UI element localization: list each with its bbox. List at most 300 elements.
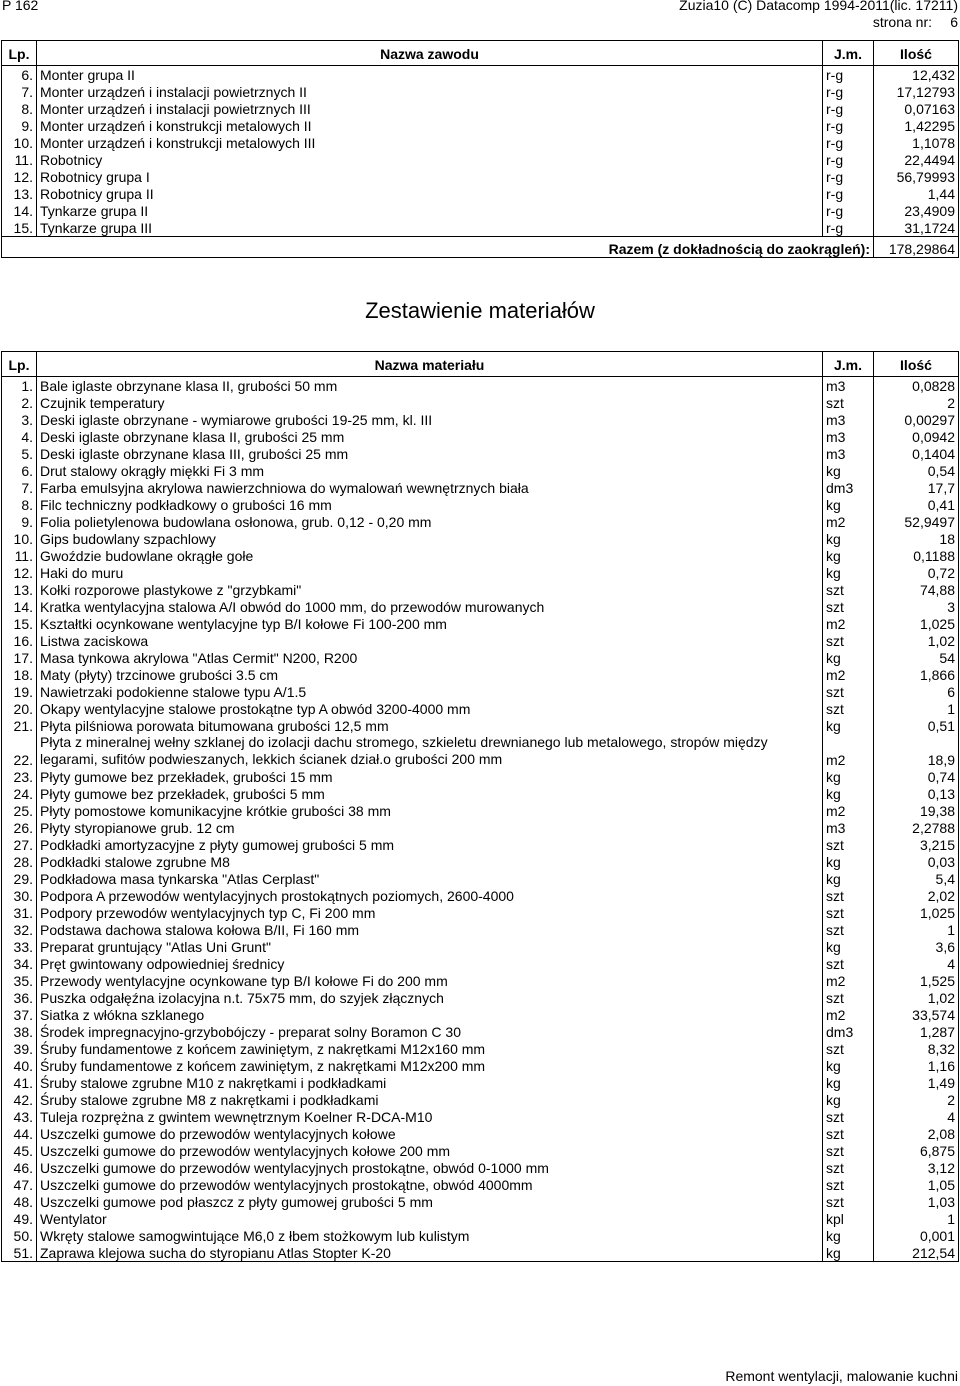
row-name: Bale iglaste obrzynane klasa II, grubości 50 mm [37,377,823,395]
row-unit: kg [823,785,874,802]
table-row [2,1210,959,1227]
row-qty: 0,13 [874,785,959,802]
table-row [2,989,959,1006]
row-name: Robotnicy grupa I [37,168,823,185]
row-qty: 4 [874,1108,959,1125]
page-header [679,0,958,31]
row-name: Okapy wentylacyjne stalowe prostokątne typ A obwód 3200-4000 mm [37,700,823,717]
row-unit: szt [823,700,874,717]
row-unit: szt [823,836,874,853]
row-name: Monter urządzeń i konstrukcji metalowych II [37,117,823,134]
row-qty: 5,4 [874,870,959,887]
row-lp: 10. [2,134,37,151]
row-lp: 8. [2,100,37,117]
row-name: Deski iglaste obrzynane - wymiarowe grubości 19-25 mm, kl. III [37,411,823,428]
row-name: Puszka odgałęźna izolacyjna n.t. 75x75 mm, do szyjek złącznych [37,989,823,1006]
table-row [2,1125,959,1142]
row-unit: r-g [823,83,874,100]
row-lp: 32. [2,921,37,938]
row-lp: 30. [2,887,37,904]
row-qty: 12,432 [874,66,959,84]
row-name: Robotnicy grupa II [37,185,823,202]
row-lp: 27. [2,836,37,853]
table-row [2,394,959,411]
row-name: Śruby stalowe zgrubne M8 z nakrętkami i podkładkami [37,1091,823,1108]
row-qty: 3,215 [874,836,959,853]
row-lp: 1. [2,377,37,395]
table-row [2,462,959,479]
table-row [2,479,959,496]
row-name: Monter urządzeń i instalacji powietrznych II [37,83,823,100]
row-qty: 1,02 [874,632,959,649]
table-row [2,66,959,84]
table-row [2,1006,959,1023]
page-code: P 162 [2,0,39,13]
table-row [2,938,959,955]
table-row [2,853,959,870]
materials-header-row [2,352,959,377]
row-unit: szt [823,1193,874,1210]
table-row [2,1023,959,1040]
row-unit: kg [823,462,874,479]
row-name: Gwoździe budowlane okrągłe gołe [37,547,823,564]
table-row [2,700,959,717]
row-unit: kg [823,496,874,513]
row-qty: 6,875 [874,1142,959,1159]
table-row [2,428,959,445]
row-name: Uszczelki gumowe do przewodów wentylacyjnych prostokątne, obwód 0-1000 mm [37,1159,823,1176]
row-lp: 11. [2,547,37,564]
row-qty: 0,1188 [874,547,959,564]
row-qty: 0,0942 [874,428,959,445]
row-name: Masa tynkowa akrylowa "Atlas Cermit" N200, R200 [37,649,823,666]
row-qty: 4 [874,955,959,972]
row-unit: m3 [823,428,874,445]
row-lp: 4. [2,428,37,445]
row-lp: 17. [2,649,37,666]
col-qty: Ilość [874,41,959,66]
row-qty: 1,287 [874,1023,959,1040]
row-qty: 56,79993 [874,168,959,185]
row-name: Wentylator [37,1210,823,1227]
row-qty: 3,6 [874,938,959,955]
col-unit: J.m. [823,352,874,377]
table-row [2,1057,959,1074]
row-unit: m2 [823,734,874,768]
row-qty: 6 [874,683,959,700]
table-row [2,972,959,989]
row-qty: 74,88 [874,581,959,598]
row-unit: r-g [823,151,874,168]
row-name: Uszczelki gumowe do przewodów wentylacyjnych prostokątne, obwód 4000mm [37,1176,823,1193]
row-name: Śruby fundamentowe z końcem zawiniętym, z nakrętkami M12x200 mm [37,1057,823,1074]
row-lp: 9. [2,117,37,134]
table-row [2,1074,959,1091]
row-name: Płyty gumowe bez przekładek, grubości 5 mm [37,785,823,802]
table-row [2,377,959,395]
row-name: Siatka z włókna szklanego [37,1006,823,1023]
row-lp: 5. [2,445,37,462]
row-name: Płyty styropianowe grub. 12 cm [37,819,823,836]
row-lp: 14. [2,202,37,219]
labor-rows [2,66,959,237]
row-name: Uszczelki gumowe pod płaszcz z płyty gumowej grubości 5 mm [37,1193,823,1210]
row-qty: 3 [874,598,959,615]
row-unit: kg [823,1244,874,1262]
row-lp: 31. [2,904,37,921]
row-lp: 35. [2,972,37,989]
row-lp: 22. [2,734,37,768]
total-value: 178,29864 [874,237,959,258]
materials-rows [2,377,959,1262]
table-row [2,717,959,734]
col-lp: Lp. [2,41,37,66]
row-qty: 0,74 [874,768,959,785]
row-name: Drut stalowy okrągły miękki Fi 3 mm [37,462,823,479]
table-row [2,632,959,649]
row-name: Monter urządzeń i instalacji powietrznych III [37,100,823,117]
row-lp: 39. [2,1040,37,1057]
table-row [2,1142,959,1159]
row-lp: 6. [2,66,37,84]
row-lp: 24. [2,785,37,802]
row-unit: szt [823,921,874,938]
row-name: Podstawa dachowa stalowa kołowa B/II, Fi 160 mm [37,921,823,938]
row-lp: 36. [2,989,37,1006]
row-qty: 1,05 [874,1176,959,1193]
row-qty: 1 [874,1210,959,1227]
row-lp: 20. [2,700,37,717]
row-unit: kg [823,938,874,955]
row-lp: 10. [2,530,37,547]
row-unit: r-g [823,66,874,84]
row-name: Uszczelki gumowe do przewodów wentylacyjnych kołowe [37,1125,823,1142]
row-unit: kg [823,564,874,581]
row-lp: 29. [2,870,37,887]
row-name: Podpory przewodów wentylacyjnych typ C, Fi 200 mm [37,904,823,921]
table-row [2,1159,959,1176]
table-row [2,887,959,904]
row-qty: 17,12793 [874,83,959,100]
row-qty: 22,4494 [874,151,959,168]
row-unit: m3 [823,445,874,462]
row-qty: 1,525 [874,972,959,989]
row-unit: szt [823,904,874,921]
table-row [2,83,959,100]
materials-title: Zestawienie materiałów [365,298,595,323]
row-name: Farba emulsyjna akrylowa nawierzchniowa do wymalowań wewnętrznych biała [37,479,823,496]
row-name: Folia polietylenowa budowlana osłonowa, grub. 0,12 - 0,20 mm [37,513,823,530]
row-lp: 46. [2,1159,37,1176]
page-label: strona nr: [872,14,932,30]
row-lp: 6. [2,462,37,479]
row-lp: 25. [2,802,37,819]
table-row [2,836,959,853]
row-name: Kratka wentylacyjna stalowa A/I obwód do 1000 mm, do przewodów murowanych [37,598,823,615]
row-name: Wkręty stalowe samogwintujące M6,0 z łbem stożkowym lub kulistym [37,1227,823,1244]
table-row [2,768,959,785]
row-unit: m3 [823,377,874,395]
row-lp: 51. [2,1244,37,1262]
row-unit: kg [823,1227,874,1244]
row-lp: 37. [2,1006,37,1023]
labor-total-row [2,237,959,258]
row-unit: r-g [823,219,874,237]
table-row [2,1108,959,1125]
row-qty: 23,4909 [874,202,959,219]
table-row [2,513,959,530]
row-qty: 1,16 [874,1057,959,1074]
row-name: Płyta z mineralnej wełny szklanej do izolacji dachu stromego, szkieletu drewnianego lub metalowego, stropów między legarami, sufitów podwieszanych, lekkich ścianek dział.o grubości 200 mm [37,734,823,768]
row-qty: 3,12 [874,1159,959,1176]
app-credit: Zuzia10 (C) Datacomp 1994-2011(lic. 17211) [679,0,958,13]
row-lp: 13. [2,185,37,202]
row-lp: 13. [2,581,37,598]
row-unit: szt [823,581,874,598]
row-qty: 2,2788 [874,819,959,836]
row-name: Tuleja rozprężna z gwintem wewnętrznym Koelner R-DCA-M10 [37,1108,823,1125]
table-row [2,683,959,700]
col-name: Nazwa zawodu [37,41,823,66]
table-row [2,117,959,134]
row-name: Monter urządzeń i konstrukcji metalowych III [37,134,823,151]
row-qty: 0,001 [874,1227,959,1244]
row-unit: szt [823,1108,874,1125]
table-row [2,219,959,237]
table-row [2,445,959,462]
row-lp: 7. [2,479,37,496]
row-qty: 212,54 [874,1244,959,1262]
row-name: Filc techniczny podkładkowy o grubości 16 mm [37,496,823,513]
table-row [2,530,959,547]
row-lp: 2. [2,394,37,411]
row-unit: kg [823,547,874,564]
table-row [2,1176,959,1193]
row-unit: szt [823,1176,874,1193]
row-lp: 33. [2,938,37,955]
table-row [2,1227,959,1244]
row-qty: 18,9 [874,734,959,768]
row-lp: 28. [2,853,37,870]
row-qty: 54 [874,649,959,666]
row-lp: 12. [2,564,37,581]
row-qty: 19,38 [874,802,959,819]
row-name: Podpora A przewodów wentylacyjnych prostokątnych poziomych, 2600-4000 [37,887,823,904]
row-lp: 18. [2,666,37,683]
row-lp: 44. [2,1125,37,1142]
row-qty: 2 [874,1091,959,1108]
row-unit: kg [823,768,874,785]
row-lp: 14. [2,598,37,615]
row-qty: 0,54 [874,462,959,479]
row-unit: szt [823,989,874,1006]
row-qty: 1 [874,700,959,717]
row-lp: 38. [2,1023,37,1040]
row-qty: 1,02 [874,989,959,1006]
col-lp: Lp. [2,352,37,377]
row-unit: kpl [823,1210,874,1227]
labor-table [1,40,959,258]
row-name: Pręt gwintowany odpowiedniej średnicy [37,955,823,972]
table-row [2,134,959,151]
row-name: Listwa zaciskowa [37,632,823,649]
table-row [2,1091,959,1108]
row-lp: 12. [2,168,37,185]
table-row [2,100,959,117]
row-unit: m2 [823,615,874,632]
row-name: Maty (płyty) trzcinowe grubości 3.5 cm [37,666,823,683]
row-lp: 23. [2,768,37,785]
row-unit: kg [823,717,874,734]
row-unit: szt [823,1142,874,1159]
materials-table [1,351,959,1262]
row-unit: dm3 [823,1023,874,1040]
table-row [2,1244,959,1262]
row-qty: 0,51 [874,717,959,734]
table-row [2,870,959,887]
row-unit: szt [823,887,874,904]
row-name: Tynkarze grupa II [37,202,823,219]
row-qty: 1 [874,921,959,938]
row-qty: 1,025 [874,904,959,921]
row-name: Czujnik temperatury [37,394,823,411]
table-row [2,1040,959,1057]
table-row [2,185,959,202]
row-qty: 31,1724 [874,219,959,237]
row-lp: 19. [2,683,37,700]
table-row [2,564,959,581]
row-lp: 11. [2,151,37,168]
col-unit: J.m. [823,41,874,66]
row-lp: 34. [2,955,37,972]
table-row [2,168,959,185]
table-row [2,202,959,219]
table-row [2,1193,959,1210]
row-name: Monter grupa II [37,66,823,84]
row-qty: 1,1078 [874,134,959,151]
total-label: Razem (z dokładnością do zaokrągleń): [2,237,874,258]
row-lp: 50. [2,1227,37,1244]
row-lp: 41. [2,1074,37,1091]
row-unit: dm3 [823,479,874,496]
row-qty: 1,49 [874,1074,959,1091]
row-qty: 2 [874,394,959,411]
row-qty: 1,42295 [874,117,959,134]
row-unit: r-g [823,185,874,202]
row-unit: r-g [823,100,874,117]
row-unit: szt [823,1040,874,1057]
row-qty: 8,32 [874,1040,959,1057]
page-number-line [679,14,958,31]
row-qty: 52,9497 [874,513,959,530]
row-lp: 48. [2,1193,37,1210]
table-row [2,666,959,683]
table-row [2,921,959,938]
row-unit: szt [823,1125,874,1142]
table-row [2,496,959,513]
row-lp: 40. [2,1057,37,1074]
row-unit: m3 [823,819,874,836]
row-name: Płyty gumowe bez przekładek, grubości 15 mm [37,768,823,785]
row-name: Środek impregnacyjno-grzybobójczy - preparat solny Boramon C 30 [37,1023,823,1040]
row-lp: 21. [2,717,37,734]
table-row [2,785,959,802]
row-unit: szt [823,955,874,972]
row-lp: 45. [2,1142,37,1159]
row-qty: 1,44 [874,185,959,202]
row-name: Płyta pilśniowa porowata bitumowana grubości 12,5 mm [37,717,823,734]
table-row [2,547,959,564]
row-lp: 8. [2,496,37,513]
row-qty: 33,574 [874,1006,959,1023]
row-unit: kg [823,530,874,547]
row-qty: 1,866 [874,666,959,683]
table-row [2,411,959,428]
row-qty: 0,03 [874,853,959,870]
row-unit: m2 [823,513,874,530]
row-name: Podkładki amortyzacyjne z płyty gumowej grubości 5 mm [37,836,823,853]
row-qty: 0,41 [874,496,959,513]
row-name: Gips budowlany szpachlowy [37,530,823,547]
row-name: Przewody wentylacyjne ocynkowane typ B/I kołowe Fi do 200 mm [37,972,823,989]
col-name: Nazwa materiału [37,352,823,377]
table-row [2,955,959,972]
row-unit: szt [823,598,874,615]
row-lp: 42. [2,1091,37,1108]
row-unit: m2 [823,1006,874,1023]
table-row [2,151,959,168]
row-name: Śruby stalowe zgrubne M10 z nakrętkami i podkładkami [37,1074,823,1091]
col-qty: Ilość [874,352,959,377]
row-unit: kg [823,870,874,887]
page-number: 6 [950,14,958,30]
row-unit: m2 [823,802,874,819]
row-unit: m2 [823,972,874,989]
row-qty: 0,0828 [874,377,959,395]
row-qty: 1,025 [874,615,959,632]
row-unit: kg [823,1057,874,1074]
row-lp: 43. [2,1108,37,1125]
row-qty: 2,02 [874,887,959,904]
labor-header-row [2,41,959,66]
row-qty: 0,1404 [874,445,959,462]
row-name: Preparat gruntujący "Atlas Uni Grunt" [37,938,823,955]
footer-title: Remont wentylacji, malowanie kuchni [725,1368,958,1384]
row-lp: 7. [2,83,37,100]
row-name: Robotnicy [37,151,823,168]
row-qty: 0,00297 [874,411,959,428]
row-qty: 1,03 [874,1193,959,1210]
row-unit: szt [823,632,874,649]
row-name: Podkładki stalowe zgrubne M8 [37,853,823,870]
row-unit: m2 [823,666,874,683]
row-qty: 18 [874,530,959,547]
row-name: Haki do muru [37,564,823,581]
row-qty: 2,08 [874,1125,959,1142]
row-name: Śruby fundamentowe z końcem zawiniętym, z nakrętkami M12x160 mm [37,1040,823,1057]
row-name: Kształtki ocynkowane wentylacyjne typ B/I kołowe Fi 100-200 mm [37,615,823,632]
table-row [2,649,959,666]
row-name: Płyty pomostowe komunikacyjne krótkie grubości 38 mm [37,802,823,819]
row-lp: 15. [2,615,37,632]
row-unit: kg [823,649,874,666]
row-unit: kg [823,1091,874,1108]
row-lp: 9. [2,513,37,530]
row-name: Deski iglaste obrzynane klasa III, grubości 25 mm [37,445,823,462]
row-name: Zaprawa klejowa sucha do styropianu Atlas Stopter K-20 [37,1244,823,1262]
table-row [2,615,959,632]
row-name: Uszczelki gumowe do przewodów wentylacyjnych kołowe 200 mm [37,1142,823,1159]
